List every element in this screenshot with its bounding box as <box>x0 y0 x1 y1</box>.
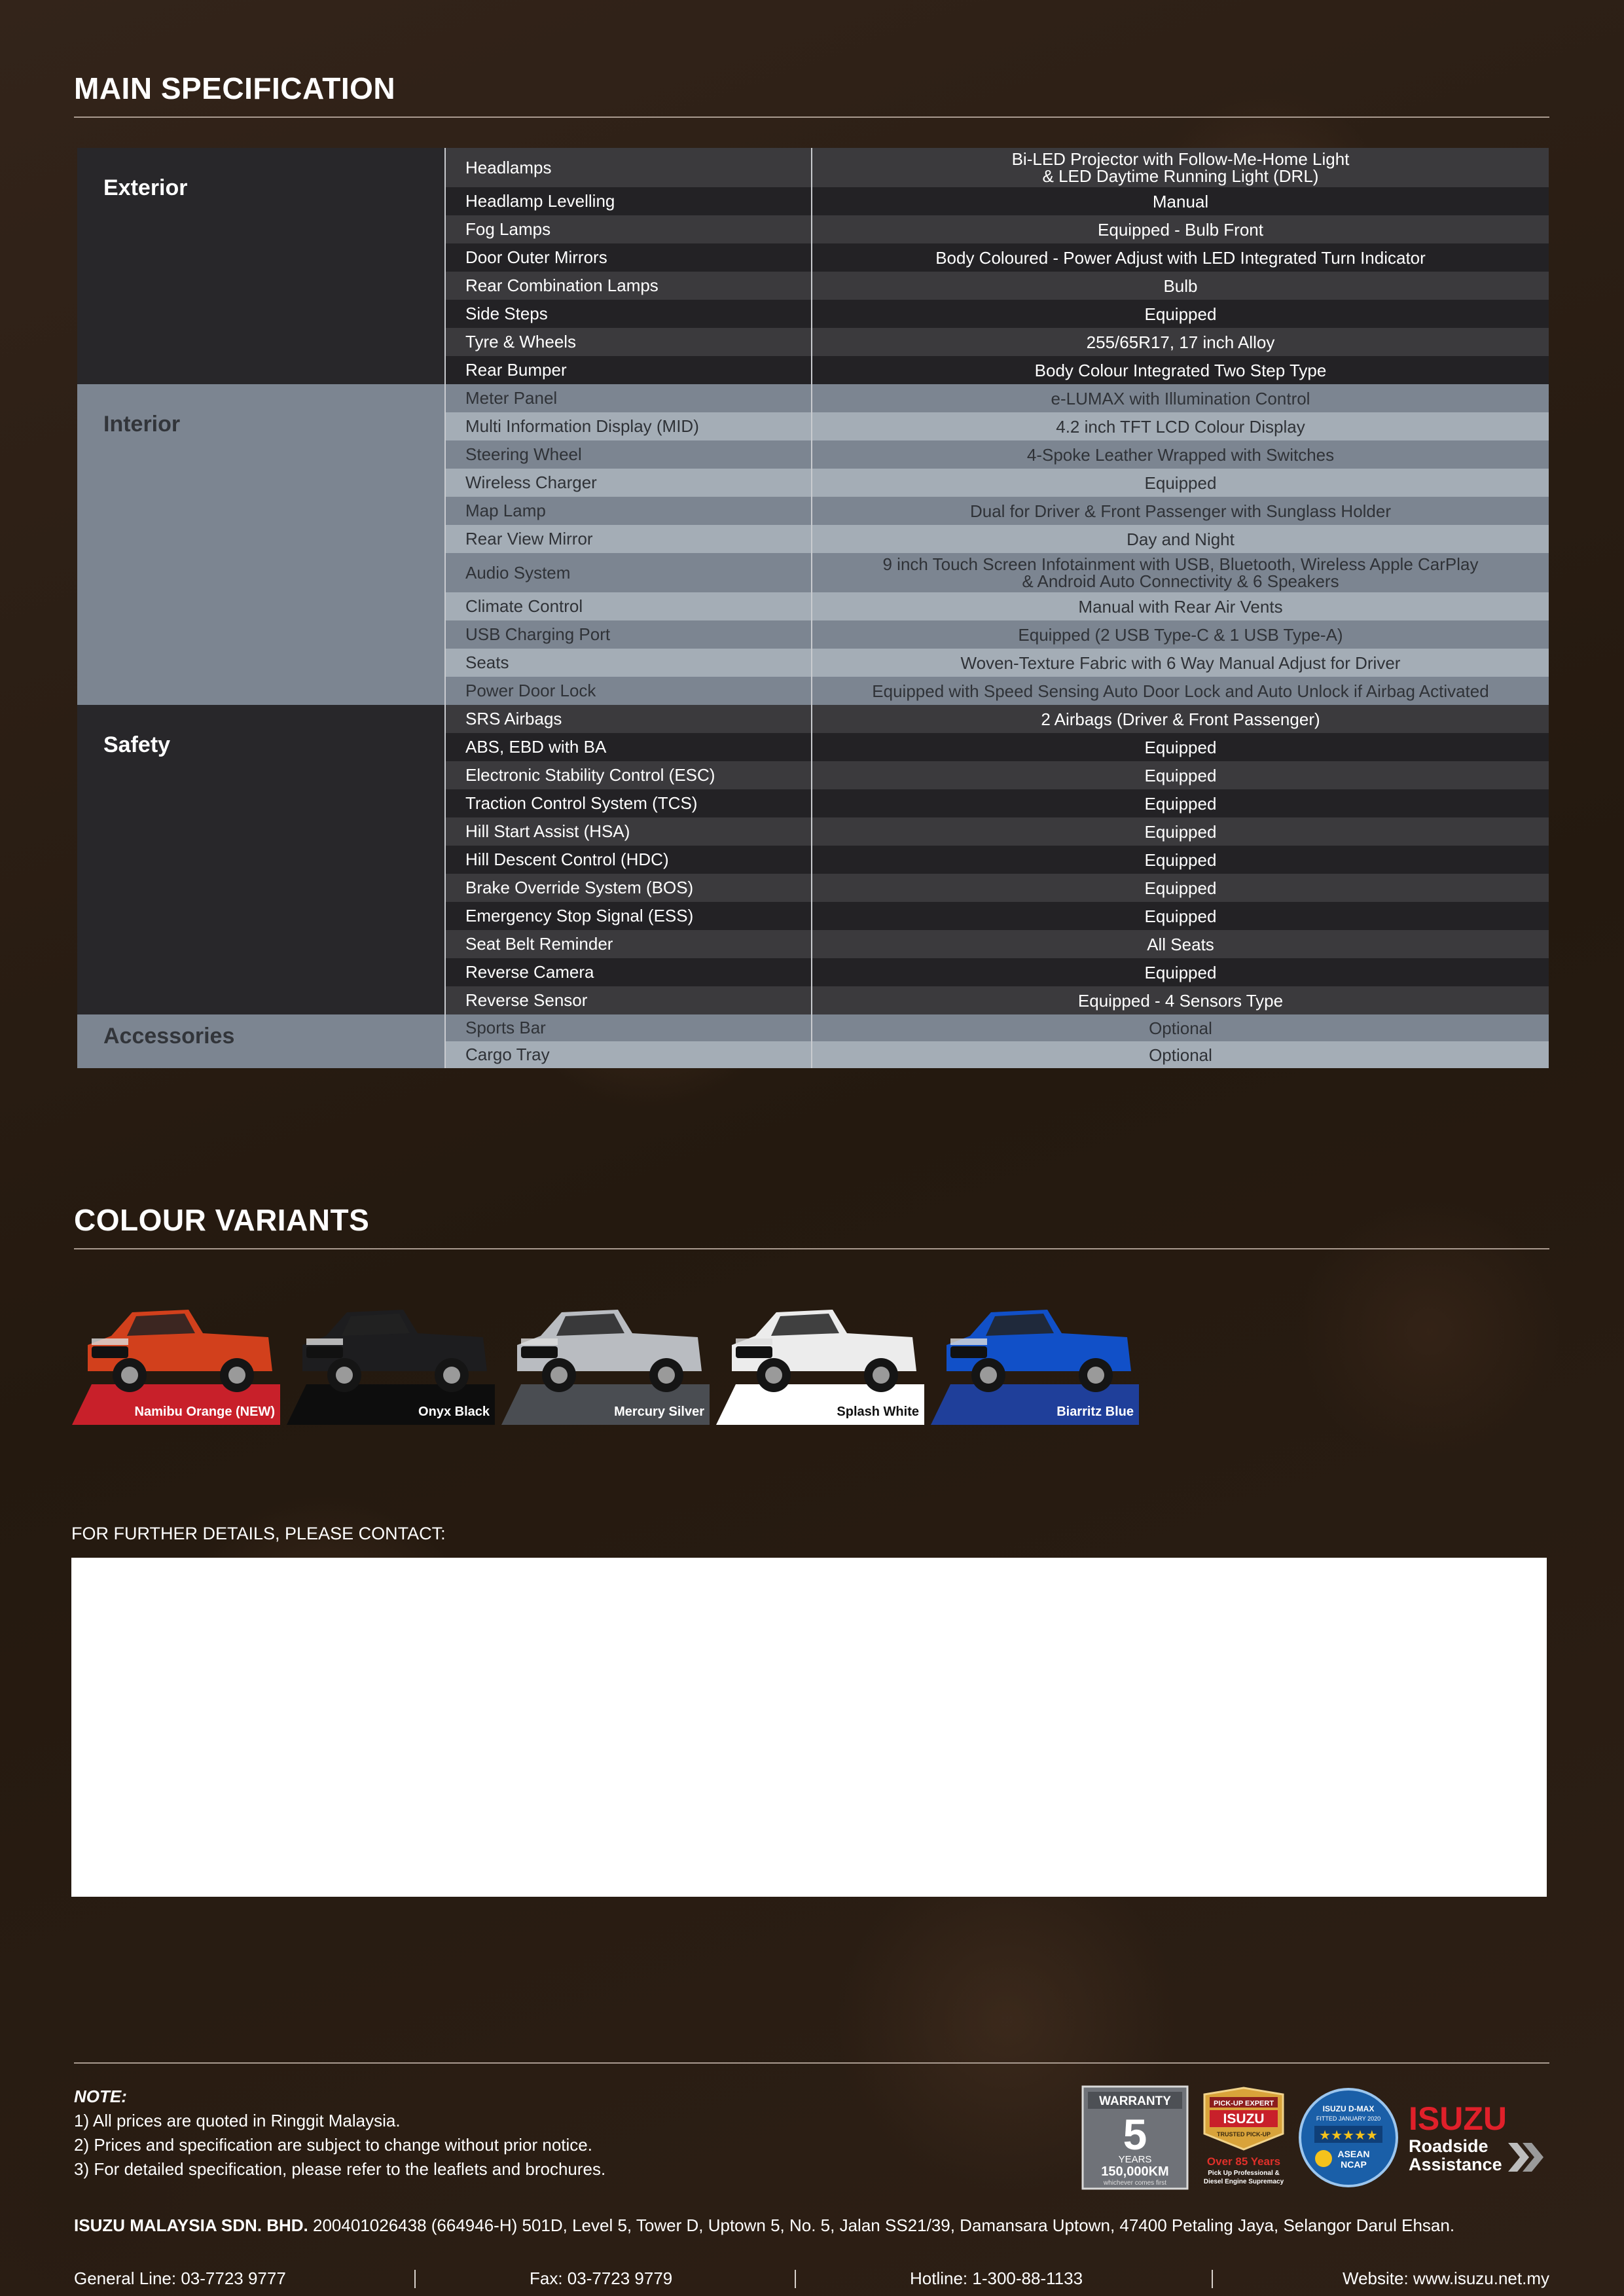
spec-value: Equipped <box>1144 962 1217 982</box>
spec-key: Traction Control System (TCS) <box>446 789 812 817</box>
spec-key: USB Charging Port <box>446 620 812 649</box>
spec-row <box>446 817 1549 846</box>
warranty-badge <box>1083 2087 1187 2189</box>
spec-key: Emergency Stop Signal (ESS) <box>446 902 812 930</box>
colour-name: Onyx Black <box>418 1405 490 1419</box>
spec-value: 4.2 inch TFT LCD Colour Display <box>1056 416 1305 437</box>
colour-card[interactable] <box>72 1273 280 1425</box>
spec-row <box>446 733 1549 761</box>
spec-group-label: Accessories <box>77 1014 444 1068</box>
spec-row <box>446 148 1549 187</box>
spec-row <box>446 677 1549 705</box>
colour-name: Splash White <box>837 1405 919 1419</box>
spec-row <box>446 525 1549 553</box>
spec-row <box>446 705 1549 733</box>
spec-group-accessories <box>77 1014 1549 1068</box>
company-name: ISUZU MALAYSIA SDN. BHD. <box>74 2215 308 2235</box>
spec-row <box>446 215 1549 243</box>
spec-key: Cargo Tray <box>446 1041 812 1068</box>
badge-graphics <box>1081 2085 1550 2190</box>
pickup-years: Over 85 Years <box>1206 2155 1281 2168</box>
rsa-brand: ISUZU <box>1409 2100 1507 2137</box>
pickup-brand: ISUZU <box>1223 2111 1265 2126</box>
spec-value: Equipped <box>1144 765 1217 785</box>
spec-value: Equipped <box>1144 737 1217 757</box>
pickup-trusted: TRUSTED PICK-UP <box>1216 2131 1271 2138</box>
spec-rows <box>444 1014 1549 1068</box>
colour-card[interactable] <box>931 1273 1139 1425</box>
ncap-date: FITTED JANUARY 2020 <box>1316 2115 1381 2122</box>
spec-row <box>446 440 1549 469</box>
spec-key: Rear View Mirror <box>446 525 812 553</box>
spec-key: ABS, EBD with BA <box>446 733 812 761</box>
spec-key: Electronic Stability Control (ESC) <box>446 761 812 789</box>
pickup-truck-image <box>501 1273 710 1425</box>
spec-rows <box>444 384 1549 705</box>
spec-value: Body Coloured - Power Adjust with LED Integrated Turn Indicator <box>935 247 1426 268</box>
note-item: 3) For detailed specification, please refer to the leaflets and brochures. <box>74 2159 606 2179</box>
spec-value: Optional <box>1149 1018 1212 1038</box>
spec-value: Manual <box>1152 191 1209 211</box>
spec-value: Equipped with Speed Sensing Auto Door Lock and Auto Unlock if Airbag Activated <box>872 681 1489 701</box>
spec-key: Headlamp Levelling <box>446 187 812 215</box>
footer-divider <box>74 2062 1549 2064</box>
spec-value: Woven-Texture Fabric with 6 Way Manual Adjust for Driver <box>960 653 1401 673</box>
spec-key: Headlamps <box>446 148 812 187</box>
spec-value: 9 inch Touch Screen Infotainment with USB, Bluetooth, Wireless Apple CarPlay & Android Auto Connectivity & 6 Speakers <box>882 554 1479 591</box>
pickup-expert-badge <box>1204 2088 1284 2185</box>
spec-row <box>446 592 1549 620</box>
ncap-name: ASEAN <box>1337 2149 1370 2159</box>
spec-value: Equipped <box>1144 850 1217 870</box>
spec-row <box>446 874 1549 902</box>
note-item: 2) Prices and specification are subject to change without prior notice. <box>74 2135 592 2155</box>
spec-value: Equipped <box>1144 878 1217 898</box>
notes-title: NOTE: <box>74 2087 127 2106</box>
spec-row <box>446 1014 1549 1041</box>
ncap-stars: ★★★★★ <box>1319 2127 1378 2143</box>
spec-key: Audio System <box>446 553 812 592</box>
spec-row <box>446 846 1549 874</box>
spec-value: Equipped <box>1144 304 1217 324</box>
spec-key: Seats <box>446 649 812 677</box>
colour-card[interactable] <box>287 1273 495 1425</box>
company-details: 200401026438 (664946-H) 501D, Level 5, Tower D, Uptown 5, No. 5, Jalan SS21/39, Damansara Uptown, 47400 Petaling Jaya, Selangor Darul Ehsan. <box>313 2215 1455 2235</box>
colour-variants <box>72 1273 1139 1425</box>
spec-value: 255/65R17, 17 inch Alloy <box>1086 332 1275 352</box>
spec-group-exterior <box>77 148 1549 384</box>
colour-divider <box>74 1248 1549 1249</box>
pickup-truck-image <box>72 1273 280 1425</box>
pickup-truck-image <box>287 1273 495 1425</box>
spec-key: Power Door Lock <box>446 677 812 705</box>
spec-value: e-LUMAX with Illumination Control <box>1051 388 1310 408</box>
pickup-truck-image <box>716 1273 924 1425</box>
spec-group-label: Interior <box>77 384 444 705</box>
spec-row <box>446 384 1549 412</box>
spec-row <box>446 356 1549 384</box>
spec-row <box>446 469 1549 497</box>
warranty-sub: whichever comes first <box>1103 2179 1167 2187</box>
pickup-expert: PICK-UP EXPERT <box>1213 2100 1274 2108</box>
spec-rows <box>444 148 1549 384</box>
spec-row <box>446 272 1549 300</box>
colour-name: Namibu Orange (NEW) <box>134 1405 275 1419</box>
colour-card[interactable] <box>716 1273 924 1425</box>
warranty-km: 150,000KM <box>1101 2164 1169 2179</box>
roadside-assistance-logo <box>1409 2100 1543 2174</box>
spec-row <box>446 187 1549 215</box>
spec-key: Rear Bumper <box>446 356 812 384</box>
note-item: 1) All prices are quoted in Ringgit Malaysia. <box>74 2111 401 2130</box>
badges <box>1081 2085 1550 2190</box>
spec-key: Seat Belt Reminder <box>446 930 812 958</box>
hotline: Hotline: 1-300-88-1133 <box>910 2269 1083 2288</box>
spec-row <box>446 300 1549 328</box>
spec-group-interior <box>77 384 1549 705</box>
rsa-line1: Roadside <box>1409 2136 1489 2156</box>
website-link[interactable]: Website: www.isuzu.net.my <box>1343 2269 1549 2288</box>
ncap-name2: NCAP <box>1341 2159 1367 2170</box>
spec-value: Dual for Driver & Front Passenger with Sunglass Holder <box>969 501 1392 521</box>
spec-value: Equipped <box>1144 821 1217 842</box>
spec-value: Equipped <box>1144 473 1217 493</box>
spec-value: Bi-LED Projector with Follow-Me-Home Light & LED Daytime Running Light (DRL) <box>1011 149 1350 186</box>
colour-card[interactable] <box>501 1273 710 1425</box>
pickup-truck-image <box>931 1273 1139 1425</box>
spec-row <box>446 497 1549 525</box>
spec-value: 2 Airbags (Driver & Front Passenger) <box>1041 709 1320 729</box>
spec-row <box>446 328 1549 356</box>
spec-row <box>446 902 1549 930</box>
notes <box>74 2085 605 2181</box>
spec-row <box>446 761 1549 789</box>
pickup-tag2: Diesel Engine Supremacy <box>1203 2178 1284 2185</box>
warranty-num: 5 <box>1123 2110 1147 2159</box>
spec-key: SRS Airbags <box>446 705 812 733</box>
spec-value: Equipped (2 USB Type-C & 1 USB Type-A) <box>1018 624 1343 645</box>
spec-key: Climate Control <box>446 592 812 620</box>
spec-value: Body Colour Integrated Two Step Type <box>1034 360 1327 380</box>
spec-key: Meter Panel <box>446 384 812 412</box>
spec-group-safety <box>77 705 1549 1014</box>
title-divider <box>74 117 1549 118</box>
spec-row <box>446 958 1549 986</box>
spec-key: Hill Descent Control (HDC) <box>446 846 812 874</box>
spec-row <box>446 412 1549 440</box>
spec-key: Reverse Camera <box>446 958 812 986</box>
spec-key: Multi Information Display (MID) <box>446 412 812 440</box>
main-spec-title: MAIN SPECIFICATION <box>74 71 396 105</box>
spec-key: Side Steps <box>446 300 812 328</box>
spec-row <box>446 620 1549 649</box>
spec-value: Equipped <box>1144 906 1217 926</box>
spec-value: Equipped <box>1144 793 1217 814</box>
spec-value: Manual with Rear Air Vents <box>1078 596 1283 617</box>
spec-value: 4-Spoke Leather Wrapped with Switches <box>1026 444 1335 465</box>
spec-key: Brake Override System (BOS) <box>446 874 812 902</box>
spec-row <box>446 930 1549 958</box>
spec-rows <box>444 705 1549 1014</box>
spec-key: Tyre & Wheels <box>446 328 812 356</box>
spec-group-label: Safety <box>77 705 444 1014</box>
asean-ncap-badge <box>1300 2089 1397 2186</box>
spec-row <box>446 649 1549 677</box>
rsa-line2: Assistance <box>1409 2155 1502 2174</box>
warranty-years: YEARS <box>1118 2154 1152 2165</box>
footer-separator <box>414 2270 416 2288</box>
spec-value: Bulb <box>1163 276 1198 296</box>
spec-key: Steering Wheel <box>446 440 812 469</box>
warranty-top: WARRANTY <box>1099 2094 1171 2108</box>
colour-name: Mercury Silver <box>614 1405 704 1419</box>
footer-separator <box>1212 2270 1213 2288</box>
spec-key: Hill Start Assist (HSA) <box>446 817 812 846</box>
spec-key: Fog Lamps <box>446 215 812 243</box>
pickup-tag1: Pick Up Professional & <box>1208 2170 1280 2177</box>
spec-key: Sports Bar <box>446 1014 812 1041</box>
spec-key: Wireless Charger <box>446 469 812 497</box>
spec-value: Equipped - 4 Sensors Type <box>1077 990 1284 1011</box>
spec-value: Day and Night <box>1127 529 1235 549</box>
spec-group-label: Exterior <box>77 148 444 384</box>
spec-key: Map Lamp <box>446 497 812 525</box>
spec-row <box>446 553 1549 592</box>
spec-row <box>446 243 1549 272</box>
spec-value: All Seats <box>1147 934 1214 954</box>
spec-key: Reverse Sensor <box>446 986 812 1014</box>
spec-key: Rear Combination Lamps <box>446 272 812 300</box>
general-line: General Line: 03-7723 9777 <box>74 2269 286 2288</box>
fax-line: Fax: 03-7723 9779 <box>530 2269 673 2288</box>
ncap-top: ISUZU D-MAX <box>1322 2104 1375 2113</box>
colour-name: Biarritz Blue <box>1056 1405 1134 1419</box>
footer-separator <box>795 2270 796 2288</box>
spec-row <box>446 789 1549 817</box>
spec-key: Door Outer Mirrors <box>446 243 812 272</box>
contact-box <box>71 1558 1547 1897</box>
spec-value: Optional <box>1149 1045 1212 1065</box>
spec-table <box>77 148 1549 1068</box>
company-address <box>74 2215 1454 2236</box>
spec-row <box>446 1041 1549 1068</box>
contact-label: FOR FURTHER DETAILS, PLEASE CONTACT: <box>71 1524 446 1543</box>
colour-variants-title: COLOUR VARIANTS <box>74 1203 370 1237</box>
spec-row <box>446 986 1549 1014</box>
spec-value: Equipped - Bulb Front <box>1098 219 1263 240</box>
